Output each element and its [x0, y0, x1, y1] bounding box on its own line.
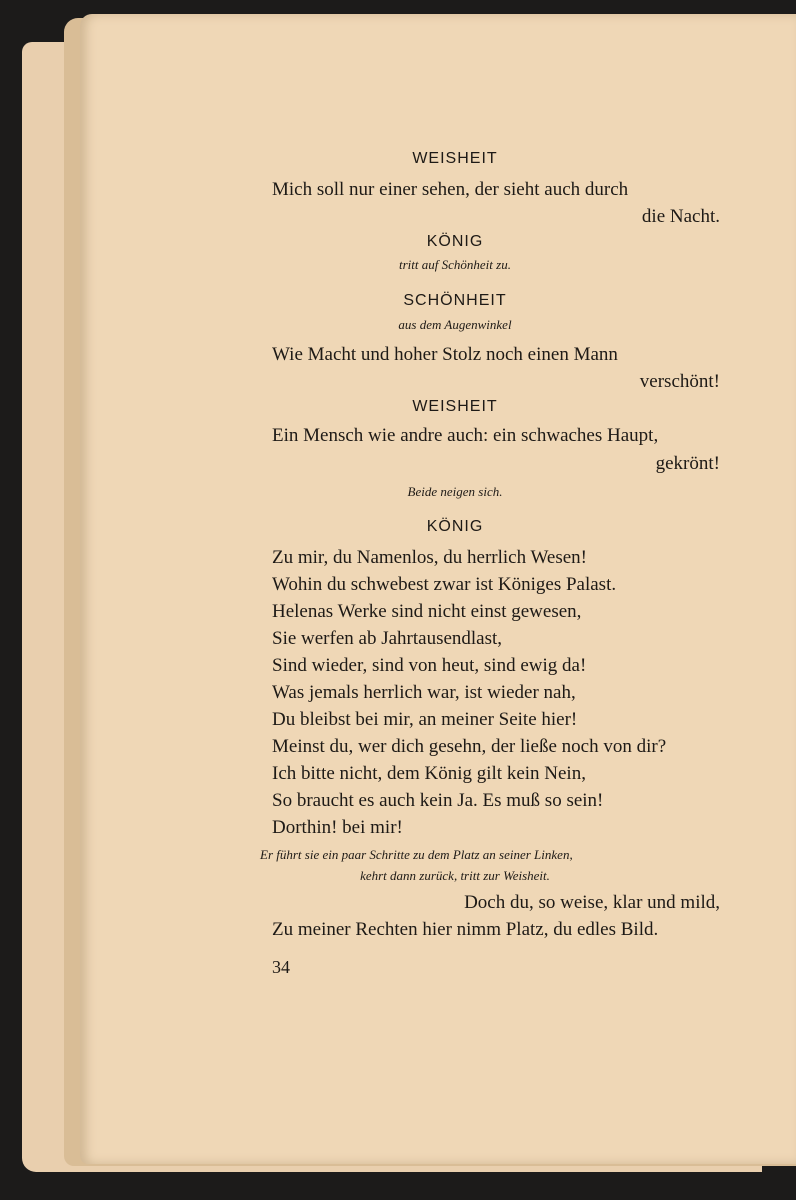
stage-direction-1: tritt auf Schönheit zu. [399, 257, 511, 272]
speaker-koenig-1: KÖNIG [426, 233, 484, 250]
stage-direction-3: Beide neigen sich. [407, 484, 503, 499]
verse-line: Ich bitte nicht, dem König gilt kein Nein, [272, 763, 586, 784]
verse-line: Sie werfen ab Jahrtausendlast, [272, 628, 503, 649]
line-1: Mich soll nur einer sehen, der sieht auch durch [272, 179, 629, 200]
verse-line: Du bleibst bei mir, an meiner Seite hier! [272, 709, 578, 730]
line-5: Zu meiner Rechten hier nimm Platz, du edles Bild. [272, 919, 659, 940]
line-3: Ein Mensch wie andre auch: ein schwaches Haupt, [272, 425, 659, 446]
speaker-koenig-2: KÖNIG [426, 518, 484, 535]
verse-line: Wohin du schwebest zwar ist Königes Palast. [272, 574, 617, 595]
verse-line: Sind wieder, sind von heut, sind ewig da! [272, 655, 587, 676]
speaker-schoenheit: SCHÖNHEIT [403, 292, 507, 309]
speaker-weisheit-2: WEISHEIT [412, 398, 498, 415]
verse-line: So braucht es auch kein Ja. Es muß so sein! [272, 790, 604, 811]
line-2b: verschönt! [639, 371, 720, 392]
stage-direction-4b: kehrt dann zurück, tritt zur Weisheit. [360, 868, 550, 883]
verse-line: Meinst du, wer dich gesehn, der ließe noch von dir? [272, 736, 667, 757]
line-3b: gekrönt! [655, 453, 720, 474]
verse-line: Zu mir, du Namenlos, du herrlich Wesen! [272, 547, 588, 568]
verse-line: Helenas Werke sind nicht einst gewesen, [272, 601, 582, 622]
stage-direction-2: aus dem Augenwinkel [398, 317, 512, 332]
stage-direction-4a: Er führt sie ein paar Schritte zu dem Platz an seiner Linken, [260, 847, 573, 862]
page-number: 34 [272, 957, 290, 977]
line-2: Wie Macht und hoher Stolz noch einen Mann [272, 344, 618, 365]
verse-line: Was jemals herrlich war, ist wieder nah, [272, 682, 576, 703]
page-text [190, 0, 720, 1200]
verse-line: Dorthin! bei mir! [272, 817, 403, 838]
line-4: Doch du, so weise, klar und mild, [464, 892, 720, 913]
speaker-weisheit-1: WEISHEIT [412, 150, 498, 167]
line-1b: die Nacht. [641, 206, 720, 227]
